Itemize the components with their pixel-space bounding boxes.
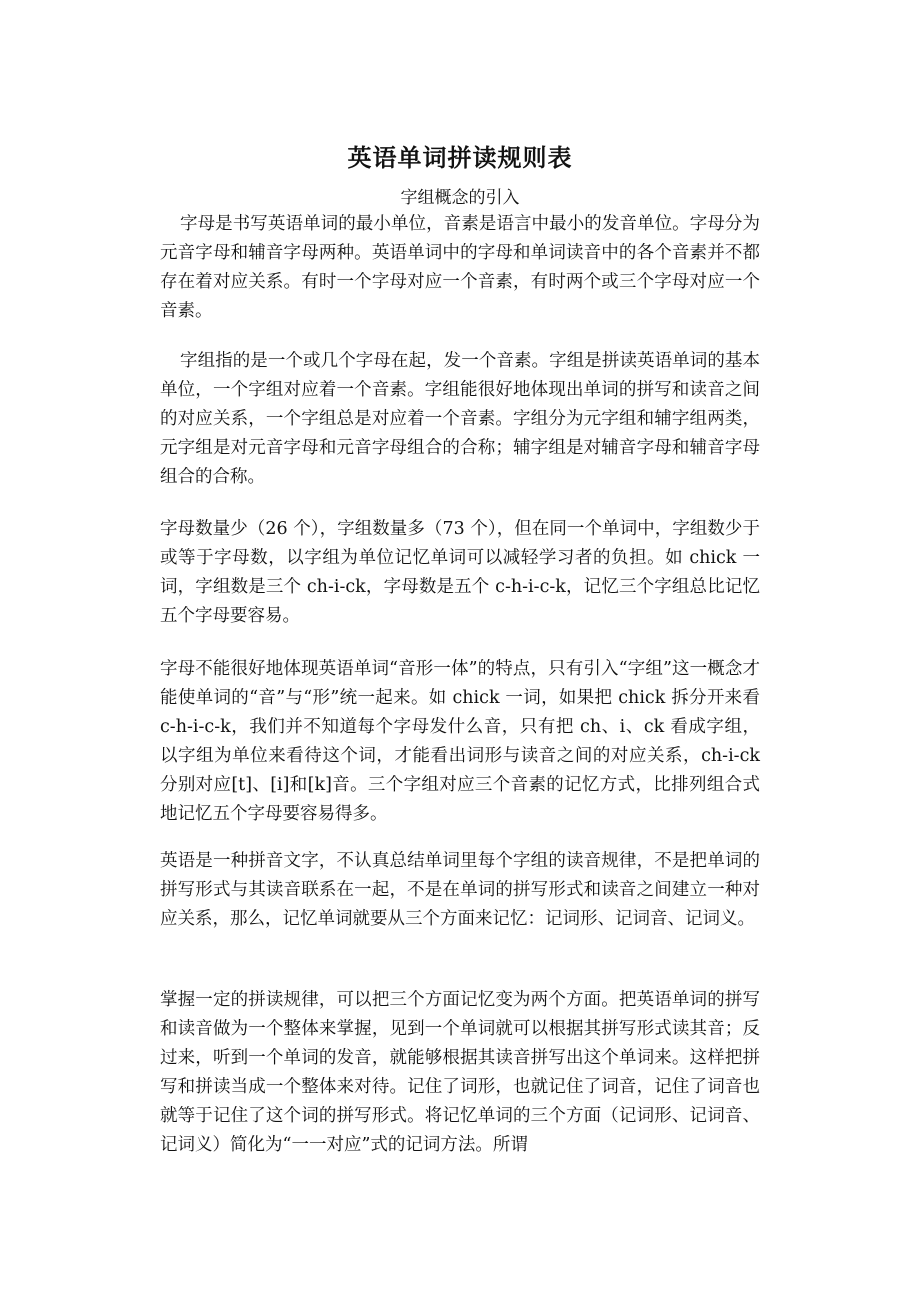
section-subtitle: 字组概念的引入 — [400, 188, 520, 208]
paragraph-2: 字组指的是一个或几个字母在起，发一个音素。字组是拼读英语单词的基本单位，一个字组对应着一个音素。字组能很好地体现出单词的拼写和读音之间的对应关系，一个字组总是对应着一个音素。字组分为元字组和辅字组两类，元字组是对元音字母和元音字母组合的合称；辅字组是对辅音字母和辅音字母组合的合称。 — [160, 351, 760, 487]
paragraph-6: 掌握一定的拼读规律，可以把三个方面记忆变为两个方面。把英语单词的拼写和读音做为一个整体来掌握，见到一个单词就可以根据其拼写形式读其音；反过来，听到一个单词的发音，就能够根据其读音拼写出这个单词来。这样把拼写和拼读当成一个整体来对待。记住了词形，也就记住了词音，记住了词音也就等于记住了这个词的拼写形式。将记忆单词的三个方面（记词形、记词音、记词义）简化为“一一对应”式的记词方法。所谓 — [160, 990, 760, 1155]
paragraph-1: 字母是书写英语单词的最小单位，音素是语言中最小的发音单位。字母分为元音字母和辅音字母两种。英语单词中的字母和单词读音中的各个音素并不都存在着对应关系。有时一个字母对应一个音素，有时两个或三个字母对应一个音素。 — [160, 214, 760, 321]
document-title: 英语单词拼读规则表 — [347, 143, 573, 172]
paragraph-4: 字母不能很好地体现英语单词“音形一体”的特点，只有引入“字组”这一概念才能使单词的“音”与“形”统一起来。如 chick 一词，如果把 chick 拆分开来看 c-h-i-c-k，我们并不知道每个字母发什么音，只有把 ch、i、ck 看成字组，以字组为单位来看待这个词，才能看出词形与读音之间的对应关系，ch-i-ck 分别对应[t]、[i]和[k]音。三个字组对应三个音素的记忆方式，比排列组合式地记忆五个字母要容易得多。 — [160, 659, 760, 824]
paragraph-5: 英语是一种拼音文字，不认真总结单词里每个字组的读音规律，不是把单词的拼写形式与其读音联系在一起，不是在单词的拼写形式和读音之间建立一种对应关系，那么，记忆单词就要从三个方面来记忆：记词形、记词音、记词义。 — [160, 851, 760, 929]
paragraph-3: 字母数量少（26 个），字组数量多（73 个），但在同一个单词中，字组数少于或等于字母数，以字组为单位记忆单词可以减轻学习者的负担。如 chick 一词，字组数是三个 ch-i-ck，字母数是五个 c-h-i-c-k，记忆三个字组总比记忆五个字母要容易。 — [160, 519, 760, 626]
